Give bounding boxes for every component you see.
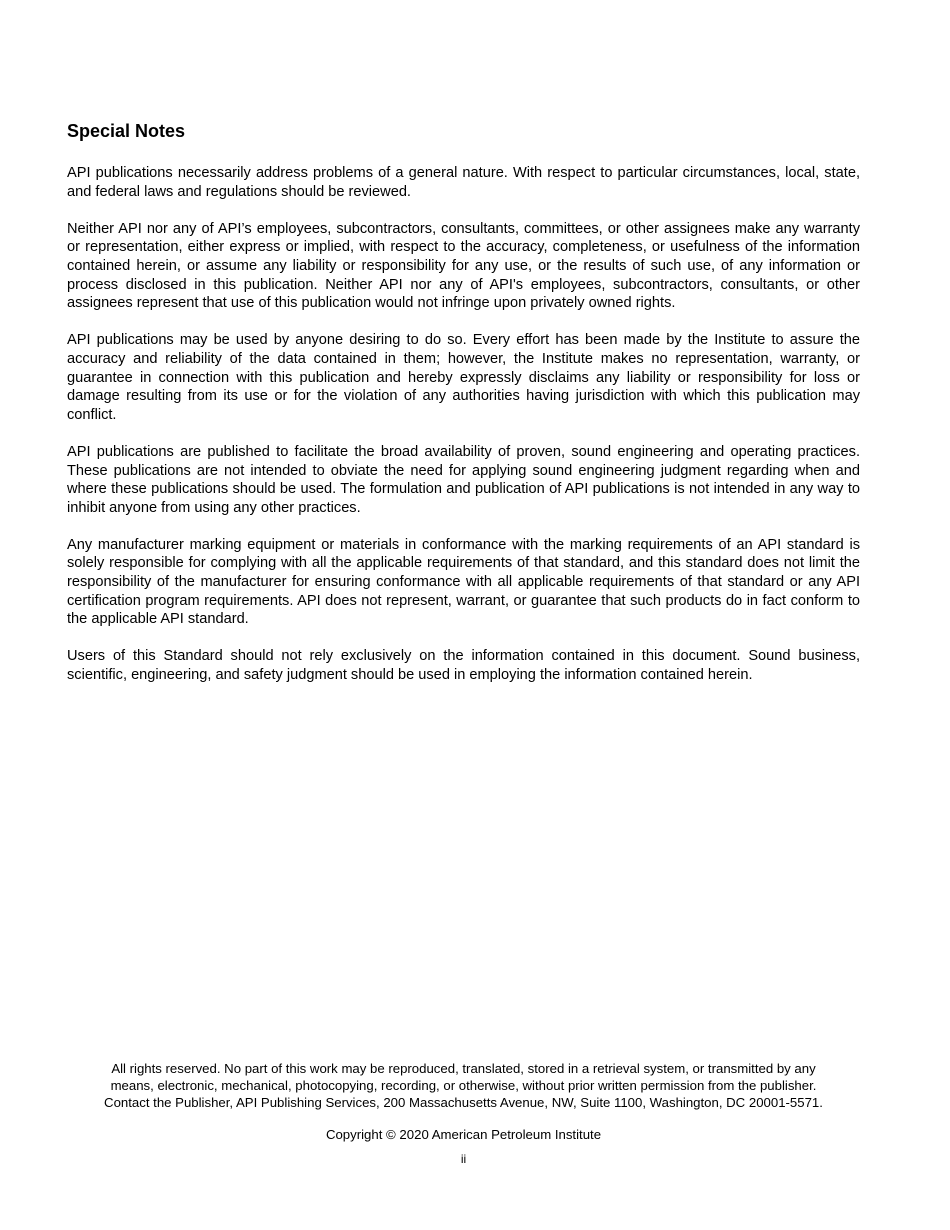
rights-line: means, electronic, mechanical, photocopying, recording, or otherwise, without prior written permission from the publisher. xyxy=(110,1078,817,1093)
paragraph-purpose: API publications are published to facilitate the broad availability of proven, sound engineering and operating practices. These publications are not intended to obviate the need for applying sound engineering judgment regarding when and where these publications should be used. The formulation and publication of API publications is not intended in any way to inhibit anyone from using any other practices. xyxy=(67,443,860,516)
page-number: ii xyxy=(460,1152,467,1166)
paragraph-users-judgment: Users of this Standard should not rely exclusively on the information contained in this document. Sound business, scientific, engineering, and safety judgment should be used in employing the information contained herein. xyxy=(67,648,860,684)
paragraph-use-by-anyone: API publications may be used by anyone desiring to do so. Every effort has been made by the Institute to assure the accuracy and reliability of the data contained in them; however, the Institute makes no representation, warranty, or guarantee in connection with this publication and hereby expressly disclaims any liability or responsibility for loss or damage resulting from its use or for the violation of any authorities having jurisdiction with which this publication may conflict. xyxy=(67,332,860,423)
page-footer xyxy=(70,1060,857,1167)
paragraph-manufacturer-marking: Any manufacturer marking equipment or materials in conformance with the marking requirements of an API standard is solely responsible for complying with all the applicable requirements of that standard, and this standard does not limit the responsibility of the manufacturer for ensuring conformance with all applicable requirements of that standard or any API certification program requirements. API does not represent, warrant, or guarantee that such products do in fact conform to the applicable API standard. xyxy=(67,536,860,628)
paragraph-no-warranty: Neither API nor any of API’s employees, subcontractors, consultants, committees, or other assignees make any warranty or representation, either express or implied, with respect to the accuracy, completeness, or usefulness of the information contained herein, or assume any liability or responsibility for any use, or the results of such use, of any information or process disclosed in this publication. Neither API nor any of API's employees, subcontractors, consultants, or other assignees represent that use of this publication would not infringe upon privately owned rights. xyxy=(67,220,860,312)
copyright-notice: Copyright © 2020 American Petroleum Institute xyxy=(325,1127,602,1142)
rights-line: Contact the Publisher, API Publishing Services, 200 Massachusetts Avenue, NW, Suite 1100, Washington, DC 20001-5571. xyxy=(104,1095,823,1110)
special-notes-section xyxy=(67,119,860,703)
rights-statement xyxy=(70,1060,857,1111)
rights-line: All rights reserved. No part of this work may be reproduced, translated, stored in a retrieval system, or transmitted by any xyxy=(111,1061,816,1076)
section-heading: Special Notes xyxy=(67,121,186,141)
paragraph-general-nature: API publications necessarily address problems of a general nature. With respect to particular circumstances, local, state, and federal laws and regulations should be reviewed. xyxy=(67,165,860,200)
